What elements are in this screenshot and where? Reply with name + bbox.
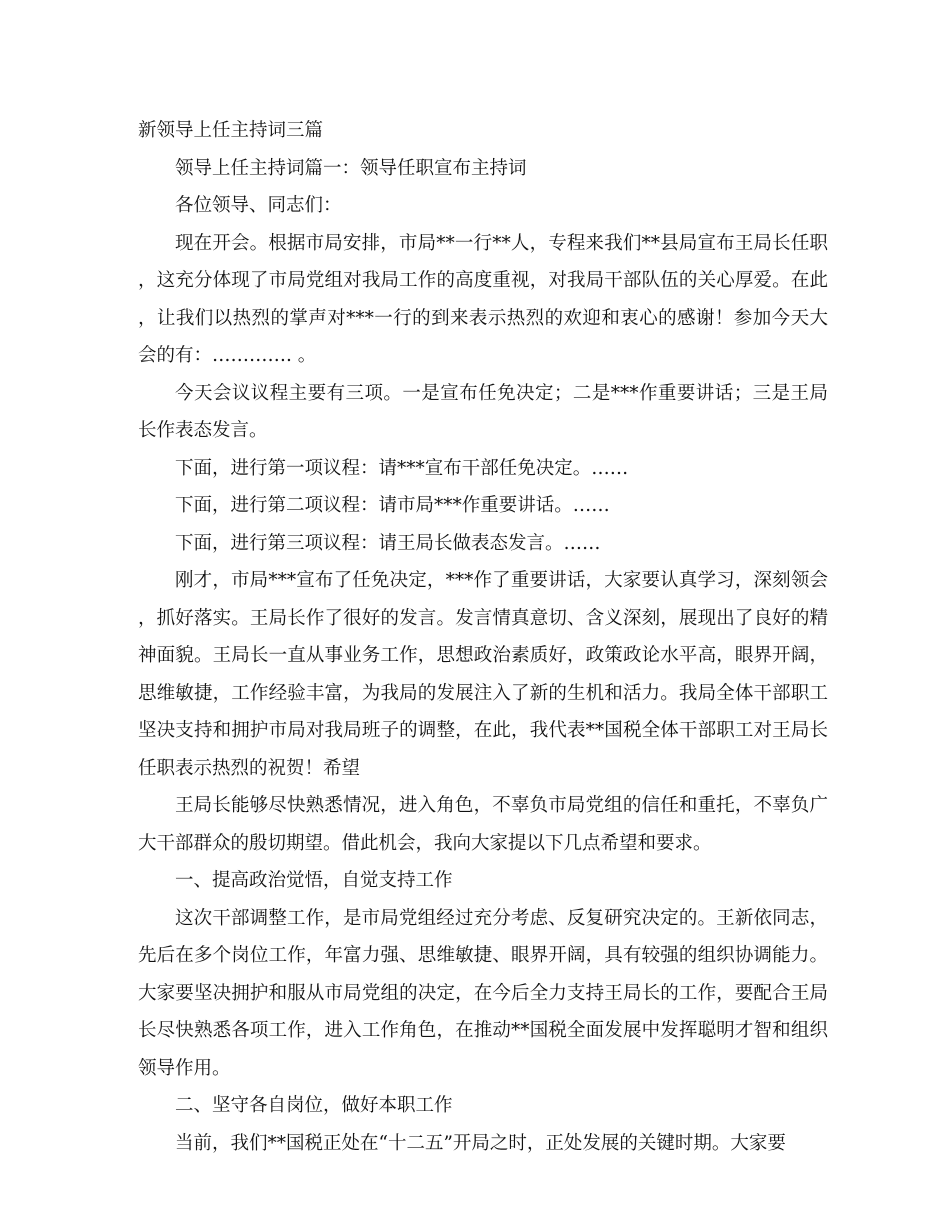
paragraph-opening: 现在开会。根据市局安排，市局**一行**人，专程来我们**县局宣布王局长任职，这充分体现了市局党组对我局工作的高度重视，对我局干部队伍的关心厚爱。在此，让我们以热烈的掌声对***一行的到来表示热烈的欢迎和衷心的感谢！参加今天大会的有：…………. 。 <box>138 232 828 366</box>
paragraph-agenda: 今天会议议程主要有三项。一是宣布任免决定；二是***作重要讲话；三是王局长作表态发言。 <box>138 382 828 441</box>
paragraph-section-2-body: 当前，我们**国税正处在“十二五”开局之时，正处发展的关键时期。大家要 <box>175 1132 786 1154</box>
paragraph-agenda-item-1: 下面，进行第一项议程：请***宣布干部任免决定。…… <box>175 457 629 479</box>
paragraph-salutation: 各位领导、同志们： <box>175 195 342 216</box>
section-heading-2: 二、坚守各自岗位，做好本职工作 <box>175 1095 453 1116</box>
paragraph-agenda-item-2: 下面，进行第二项议程：请市局***作重要讲话。…… <box>175 495 610 516</box>
document-page <box>138 112 828 1162</box>
document-title: 新领导上任主持词三篇 <box>138 120 324 141</box>
paragraph-expectations: 王局长能够尽快熟悉情况，进入角色，不辜负市局党组的信任和重托，不辜负广大干部群众的殷切期望。借此机会，我向大家提以下几点希望和要求。 <box>138 795 828 854</box>
section-heading-1: 一、提高政治觉悟，自觉支持工作 <box>175 870 453 891</box>
paragraph-heading-part-one: 领导上任主持词篇一：领导任职宣布主持词 <box>175 157 527 179</box>
paragraph-section-1-body: 这次干部调整工作，是市局党组经过充分考虑、反复研究决定的。王新依同志，先后在多个岗位工作，年富力强、思维敏捷、眼界开阔，具有较强的组织协调能力。大家要坚决拥护和服从市局党组的决定，在今后全力支持王局长的工作，要配合王局长尽快熟悉各项工作，进入工作角色，在推动**国税全面发展中发挥聪明才智和组织领导作用。 <box>138 907 828 1079</box>
paragraph-agenda-item-3: 下面，进行第三项议程：请王局长做表态发言。…… <box>175 532 601 554</box>
paragraph-summary: 刚才，市局***宣布了任免决定，***作了重要讲话，大家要认真学习，深刻领会，抓好落实。王局长作了很好的发言。发言情真意切、含义深刻，展现出了良好的精神面貌。王局长一直从事业务工作，思想政治素质好，政策政论水平高，眼界开阔，思维敏捷，工作经验丰富，为我局的发展注入了新的生机和活力。我局全体干部职工坚决支持和拥护市局对我局班子的调整，在此，我代表**国税全体干部职工对王局长任职表示热烈的祝贺！希望 <box>138 570 828 779</box>
